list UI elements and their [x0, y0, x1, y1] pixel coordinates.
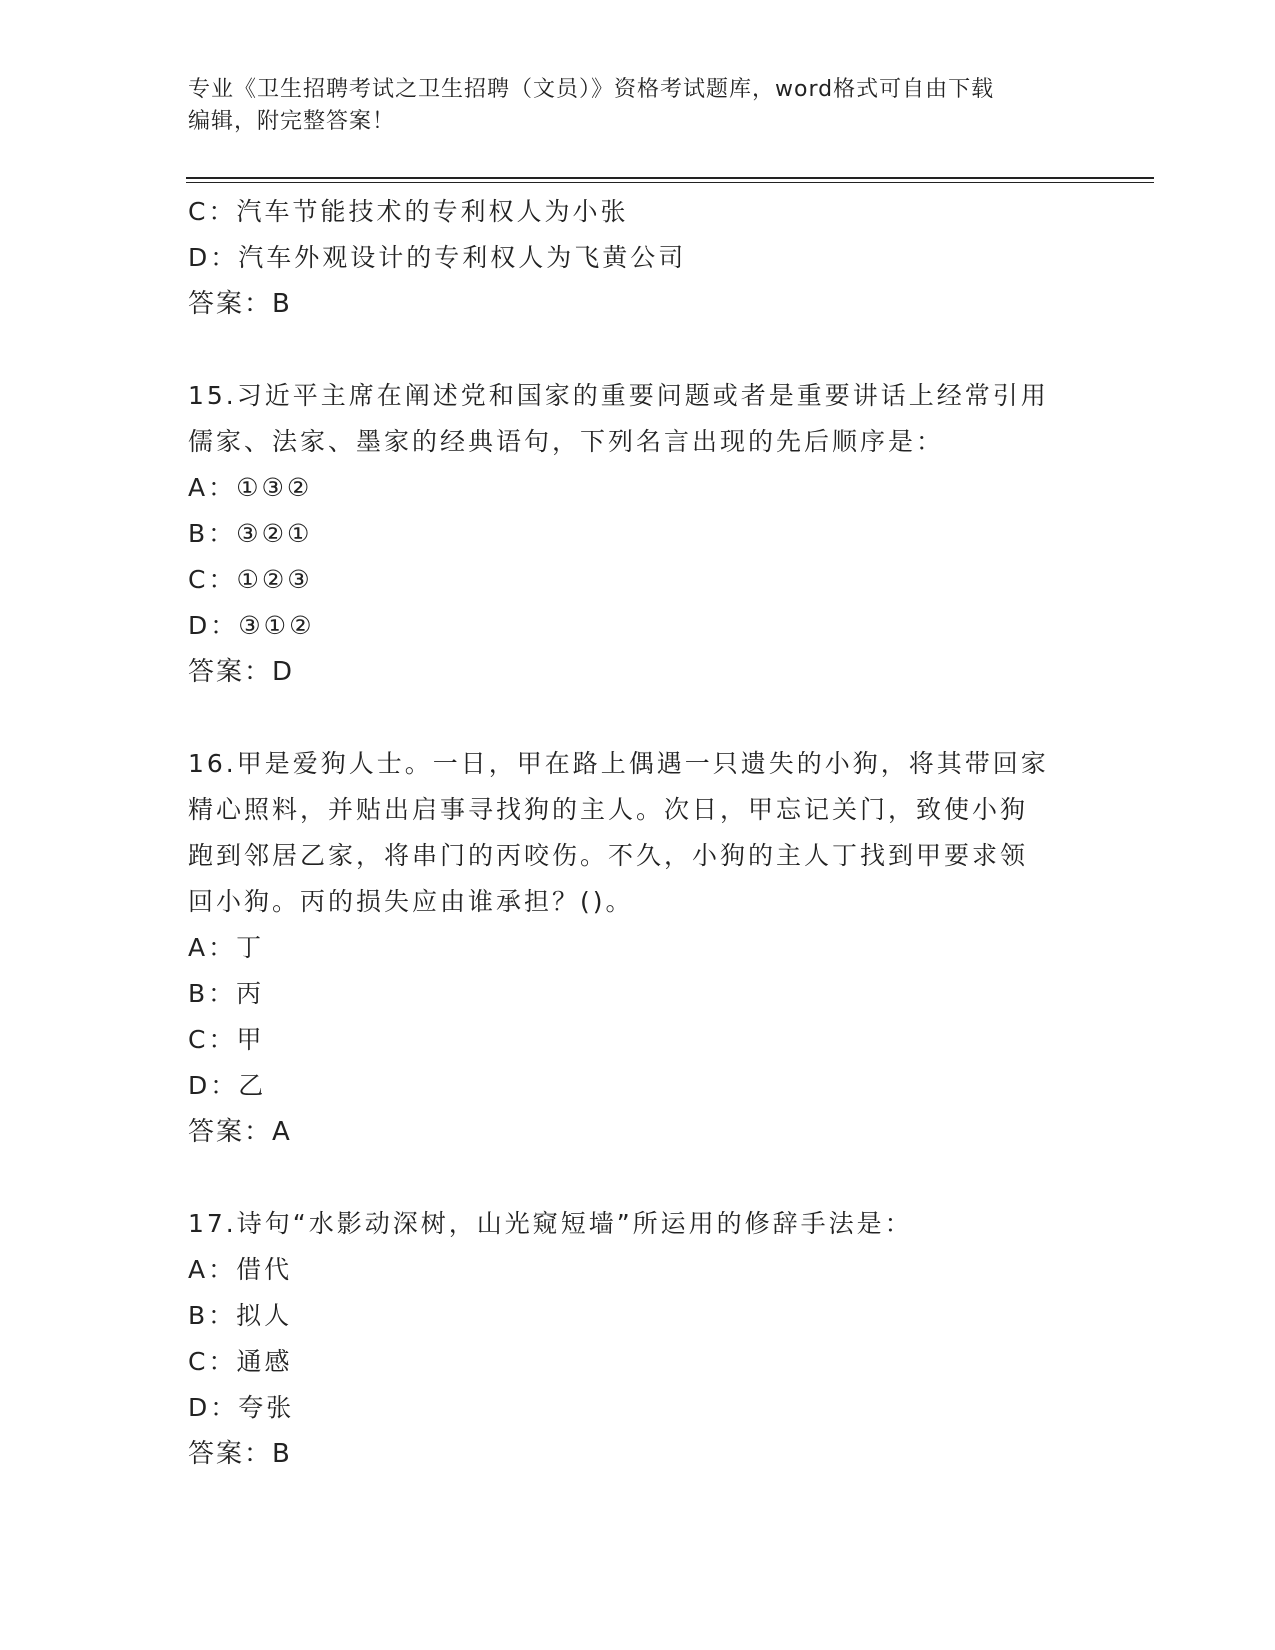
header-line-2: 编辑，附完整答案！ [188, 109, 396, 134]
spacer [188, 1155, 1088, 1201]
document-header [188, 74, 1068, 138]
spacer [188, 327, 1088, 373]
option-d: D：夸张 [188, 1393, 295, 1422]
question-15 [188, 373, 1088, 695]
header-line-1: 专业《卫生招聘考试之卫生招聘（文员）》资格考试题库，word格式可自由下载 [188, 77, 995, 102]
question-17 [188, 1201, 1088, 1477]
answer: 答案：B [188, 289, 292, 319]
answer: 答案：B [188, 1439, 292, 1469]
answer: 答案：A [188, 1117, 292, 1147]
question-text: 跑到邻居乙家，将串门的丙咬伤。不久，小狗的主人丁找到甲要求领 [188, 841, 1029, 870]
spacer [188, 695, 1088, 741]
question-text: 回小狗。丙的损失应由谁承担？()。 [188, 887, 634, 916]
question-14-continuation [188, 189, 1088, 327]
header-divider-thin [186, 182, 1154, 183]
question-content [188, 189, 1088, 1477]
option-c: C：甲 [188, 1025, 265, 1054]
option-b: B：拟人 [188, 1301, 293, 1330]
option-a: A：丁 [188, 933, 265, 962]
option-c: C：通感 [188, 1347, 293, 1376]
option-b: B：③②① [188, 519, 313, 548]
option-c: C：汽车节能技术的专利权人为小张 [188, 197, 629, 226]
option-d: D：③①② [188, 611, 315, 640]
question-text: 精心照料，并贴出启事寻找狗的主人。次日，甲忘记关门，致使小狗 [188, 795, 1029, 824]
option-c: C：①②③ [188, 565, 313, 594]
header-divider-thick [186, 177, 1154, 179]
question-16 [188, 741, 1088, 1155]
option-d: D：乙 [188, 1071, 267, 1100]
question-text: 儒家、法家、墨家的经典语句，下列名言出现的先后顺序是： [188, 427, 945, 456]
option-d: D：汽车外观设计的专利权人为飞黄公司 [188, 243, 687, 272]
question-text: 17.诗句“水影动深树，山光窥短墙”所运用的修辞手法是： [188, 1209, 913, 1238]
question-text: 16.甲是爱狗人士。一日，甲在路上偶遇一只遗失的小狗，将其带回家 [188, 749, 1049, 778]
option-a: A：借代 [188, 1255, 293, 1284]
option-b: B：丙 [188, 979, 265, 1008]
answer: 答案：D [188, 657, 295, 687]
question-text: 15.习近平主席在阐述党和国家的重要问题或者是重要讲话上经常引用 [188, 381, 1049, 410]
option-a: A：①③② [188, 473, 313, 502]
